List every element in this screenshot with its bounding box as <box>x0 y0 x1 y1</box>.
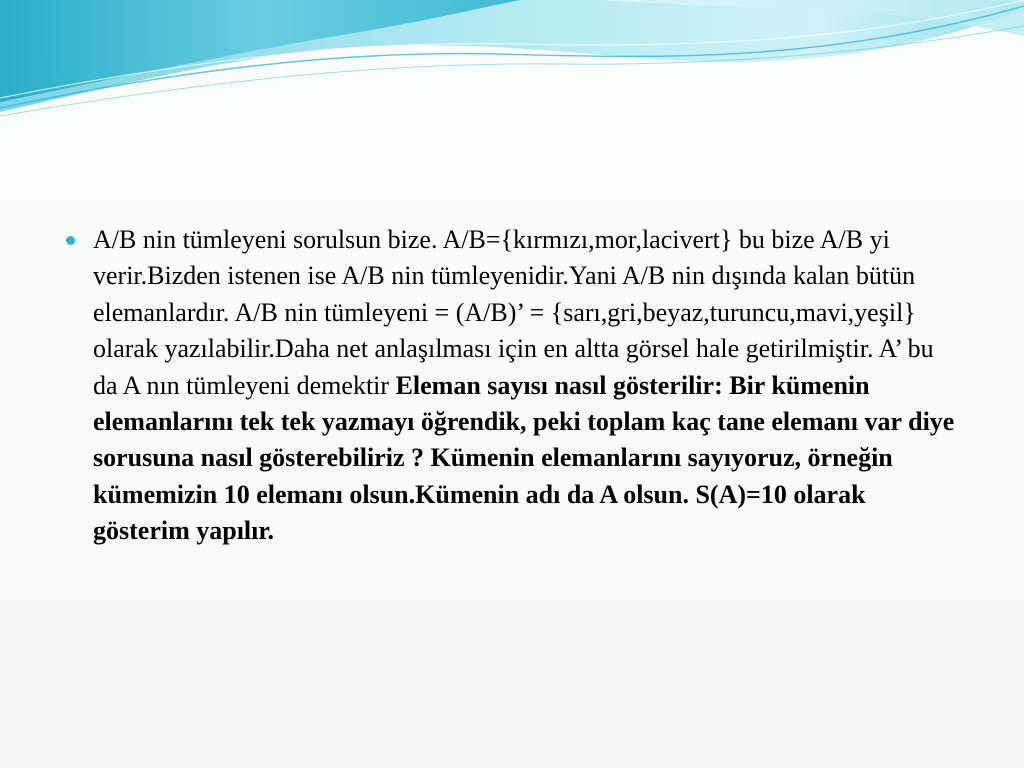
bullet-item <box>62 222 962 550</box>
bullet-icon <box>66 236 75 245</box>
header-wave-decoration <box>0 0 1024 130</box>
bullet-text-bold: Eleman sayısı nasıl gösterilir: Bir kümenin elemanlarını tek tek yazmayı öğrendik, peki toplam kaç tane elemanı var diye sorusuna nasıl gösterebiliriz ? Kümenin elemanlarını sayıyoruz, örneğin kümemizin 10 elemanı olsun.Kümenin adı da A olsun. S(A)=10 olarak gösterim yapılır. <box>93 370 955 546</box>
bullet-text-regular: A/B nin tümleyeni sorulsun bize. A/B={kırmızı,mor,lacivert} bu bize A/B yi verir.Bizden istenen ise A/B nin tümleyenidir.Yani A/B nin dışında kalan bütün elemanlardır. A/B nin tümleyeni = (A/B)’ = {sarı,gri,beyaz,turuncu,mavi,yeşil} olarak yazılabilir.Daha net anlaşılması için en altta görsel hale getirilmiştir. A’ bu da A nın tümleyeni demektir <box>93 225 934 400</box>
content-area <box>62 222 962 550</box>
